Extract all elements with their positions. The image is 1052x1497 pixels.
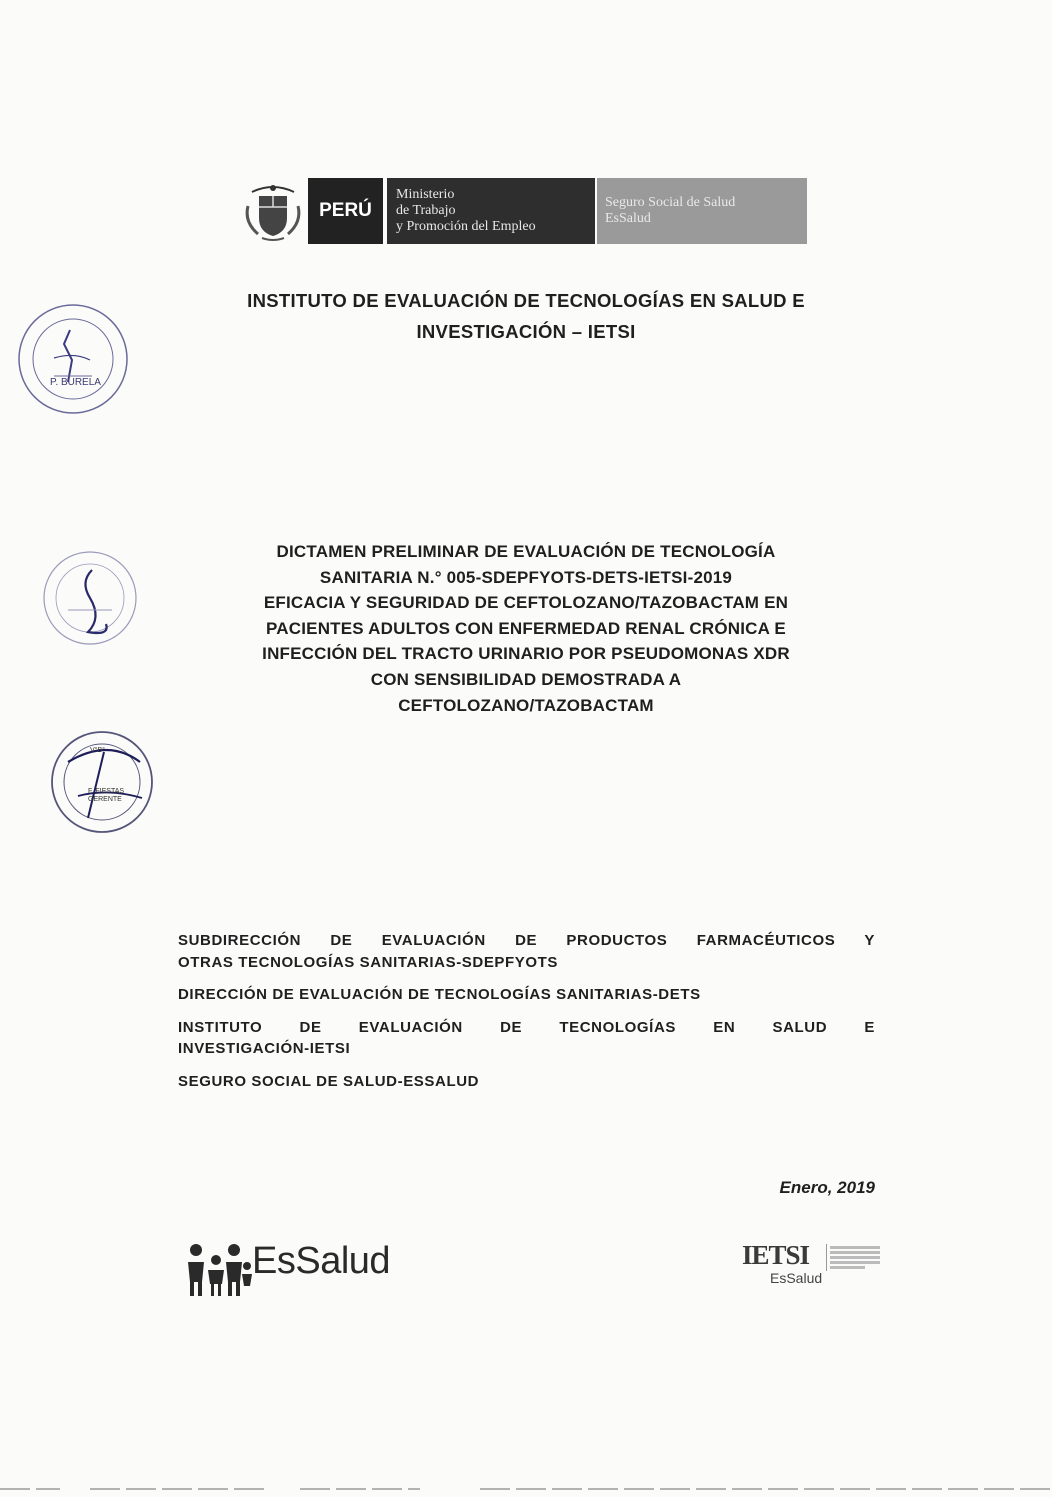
approval-stamp-3 [48, 728, 156, 836]
org-sdepfyots-line-1: SUBDIRECCIÓN DE EVALUACIÓN DE PRODUCTOS FARMACÉUTICOS Y [178, 932, 875, 949]
ministry-line-1: Ministerio [396, 187, 455, 202]
institute-title-line-1: INSTITUTO DE EVALUACIÓN DE TECNOLOGÍAS EN SALUD E [247, 290, 805, 311]
org-ietsi-line-1: INSTITUTO DE EVALUACIÓN DE TECNOLOGÍAS EN SALUD E [178, 1018, 875, 1036]
ietsi-logo-text: IETSI [742, 1240, 810, 1270]
dictamen-line-6: CON SENSIBILIDAD DEMOSTRADA A [370, 669, 682, 689]
dictamen-line-1: DICTAMEN PRELIMINAR DE EVALUACIÓN DE TECNOLOGÍA [276, 542, 776, 561]
dictamen-line-5: INFECCIÓN DEL TRACTO URINARIO POR PSEUDOMONAS XDR [262, 644, 790, 664]
org-sdepfyots-line-2: OTRAS TECNOLOGÍAS SANITARIAS-SDEPFYOTS [178, 953, 559, 971]
ministry-line-3: y Promoción del Empleo [396, 219, 536, 234]
org-ietsi [178, 1017, 875, 1060]
ietsi-logo-subtext: EsSalud [770, 1270, 823, 1286]
scan-edge-line [0, 1488, 1052, 1490]
organizations-list [178, 930, 875, 1103]
essalud-banner-label [597, 178, 807, 244]
peru-label: PERÚ [308, 178, 383, 244]
family-figures-icon [186, 1242, 252, 1300]
essalud-banner-line-2: EsSalud [605, 211, 651, 226]
stamp-3-top-label: V°B° [90, 747, 105, 754]
document-date: Enero, 2019 [779, 1178, 875, 1197]
ministry-label [387, 178, 595, 244]
dictamen-title [0, 539, 1052, 718]
dictamen-line-3: EFICACIA Y SEGURIDAD DE CEFTOLOZANO/TAZOBACTAM EN [263, 593, 789, 613]
ietsi-logo [742, 1240, 882, 1300]
org-sdepfyots [178, 930, 875, 973]
dictamen-line-7: CEFTOLOZANO/TAZOBACTAM [398, 695, 654, 715]
essalud-logo [186, 1236, 446, 1302]
essalud-banner-line-1: Seguro Social de Salud [605, 195, 736, 210]
dictamen-line-4: PACIENTES ADULTOS CON ENFERMEDAD RENAL CRÓNICA E [266, 618, 786, 638]
essalud-logo-text: EsSalud [252, 1240, 391, 1282]
peru-coat-of-arms-icon [242, 178, 304, 244]
dictamen-line-2: SANITARIA N.° 005-SDEPFYOTS-DETS-IETSI-2019 [319, 567, 733, 587]
org-ietsi-line-2: INVESTIGACIÓN-IETSI [178, 1040, 351, 1057]
stamp-1-name: P. BURELA [50, 377, 101, 388]
institute-title [0, 285, 1052, 347]
header-banner [242, 178, 807, 244]
institute-title-line-2: INVESTIGACIÓN – IETSI [416, 321, 636, 342]
stamp-3-name-line-2: GERENTE [88, 796, 122, 803]
org-essalud: SEGURO SOCIAL DE SALUD-ESSALUD [178, 1072, 480, 1090]
ietsi-logo-fineprint [826, 1244, 880, 1271]
ministry-line-2: de Trabajo [396, 203, 456, 218]
stamp-3-name [88, 788, 124, 804]
org-dets: DIRECCIÓN DE EVALUACIÓN DE TECNOLOGÍAS SANITARIAS-DETS [178, 986, 701, 1003]
stamp-3-name-line-1: F. FIESTAS [88, 788, 125, 795]
approval-stamp-1 [14, 300, 132, 418]
